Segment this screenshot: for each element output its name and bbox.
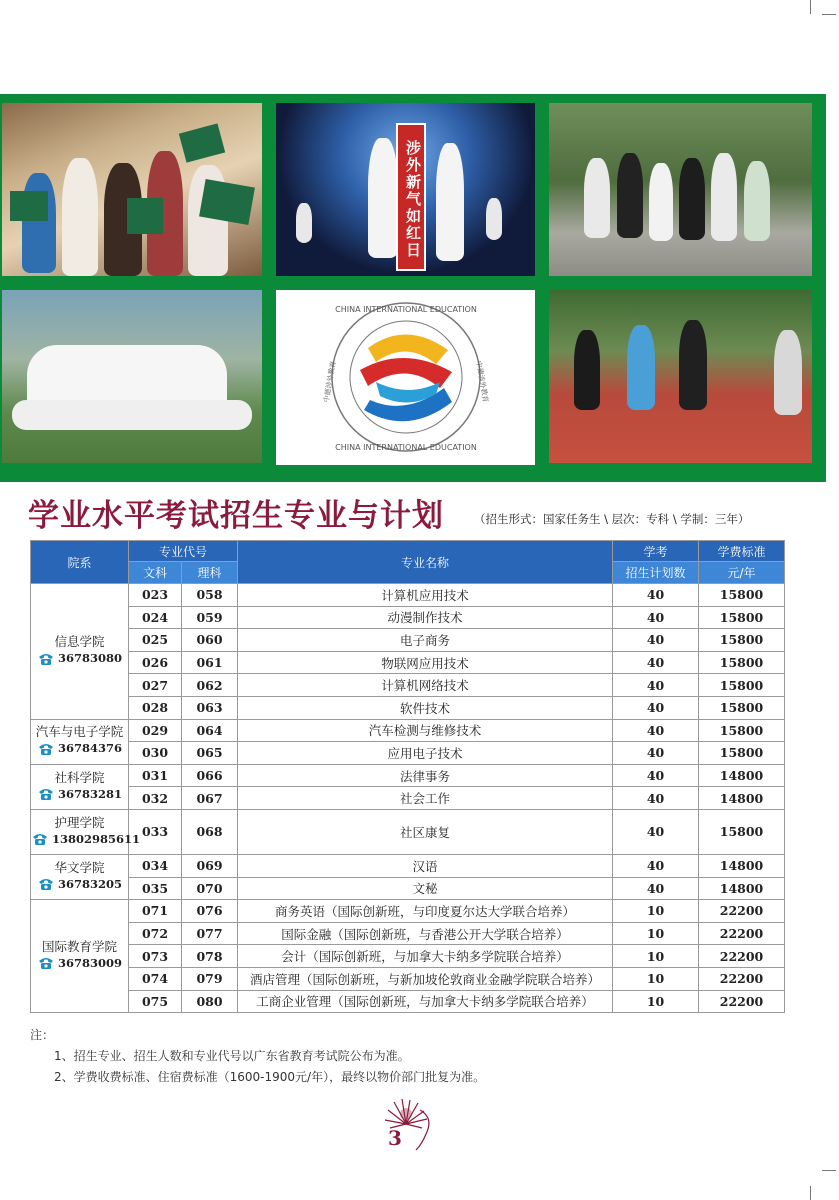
logo-ring-text-right: 中德涉外教育 [474, 360, 490, 404]
crop-mark [822, 1170, 836, 1171]
major-cell: 商务英语（国际创新班，与印度夏尔达大学联合培养） [238, 900, 613, 923]
fee-cell: 22200 [699, 967, 785, 990]
dept-cell [31, 854, 129, 899]
code-wen-cell: 032 [129, 787, 182, 810]
dept-name: 汽车与电子学院 [35, 724, 124, 740]
code-wen-cell: 030 [129, 742, 182, 765]
code-li-cell: 064 [182, 719, 238, 742]
plan-cell: 40 [613, 809, 699, 854]
photo-sprinters [549, 290, 812, 463]
plan-cell: 40 [613, 719, 699, 742]
table-row [31, 787, 785, 810]
telephone-icon [37, 956, 55, 970]
fee-cell: 22200 [699, 945, 785, 968]
dept-phone [31, 831, 140, 848]
fee-cell: 22200 [699, 922, 785, 945]
code-li-cell: 063 [182, 696, 238, 719]
code-li-cell: 060 [182, 629, 238, 652]
code-wen-cell: 075 [129, 990, 182, 1013]
table-row [31, 629, 785, 652]
fee-cell: 22200 [699, 990, 785, 1013]
dept-name: 信息学院 [54, 634, 105, 650]
code-wen-cell: 027 [129, 674, 182, 697]
dept-phone [37, 786, 122, 803]
red-banner: 涉外新气如红日 [396, 123, 426, 271]
dept-name: 华文学院 [54, 859, 105, 875]
major-cell: 应用电子技术 [238, 742, 613, 765]
code-wen-cell: 023 [129, 584, 182, 607]
dept-phone [37, 740, 122, 757]
header-exam: 学考 [613, 541, 699, 562]
code-li-cell: 076 [182, 900, 238, 923]
code-wen-cell: 028 [129, 696, 182, 719]
telephone-icon [37, 652, 55, 666]
notes-label: 注： [30, 1028, 55, 1042]
header-fee: 学费标准 [699, 541, 785, 562]
notes [30, 1025, 485, 1088]
table-row [31, 877, 785, 900]
major-cell: 动漫制作技术 [238, 606, 613, 629]
code-li-cell: 077 [182, 922, 238, 945]
plan-cell: 40 [613, 629, 699, 652]
header-plan: 招生计划数 [613, 562, 699, 584]
fee-cell: 14800 [699, 854, 785, 877]
photo-taekwondo-team [2, 290, 262, 463]
dept-cell [31, 764, 129, 809]
header-major: 专业名称 [238, 541, 613, 584]
fee-cell: 15800 [699, 584, 785, 607]
dept-cell [31, 719, 129, 764]
table-row [31, 990, 785, 1013]
dept-phone-number: 13802985611 [52, 831, 141, 846]
major-cell: 工商企业管理（国际创新班，与加拿大卡纳多学院联合培养） [238, 990, 613, 1013]
major-cell: 汉语 [238, 854, 613, 877]
table-row [31, 945, 785, 968]
code-wen-cell: 024 [129, 606, 182, 629]
fee-cell: 15800 [699, 809, 785, 854]
dept-name: 护理学院 [54, 814, 105, 830]
table-row [31, 742, 785, 765]
plan-cell: 40 [613, 764, 699, 787]
telephone-icon [37, 787, 55, 801]
dept-phone-number: 36783080 [57, 651, 122, 666]
dept-name: 国际教育学院 [41, 938, 117, 954]
fee-cell: 14800 [699, 877, 785, 900]
table-body [31, 584, 785, 1013]
dept-cell [31, 809, 141, 854]
crop-mark [822, 14, 836, 15]
table-row [31, 651, 785, 674]
telephone-icon [37, 742, 55, 756]
plan-cell: 40 [613, 696, 699, 719]
table-row [31, 854, 785, 877]
code-li-cell: 080 [182, 990, 238, 1013]
code-wen-cell: 034 [129, 854, 182, 877]
major-cell: 计算机网络技术 [238, 674, 613, 697]
plan-cell: 10 [613, 967, 699, 990]
plan-cell: 40 [613, 651, 699, 674]
plan-cell: 40 [613, 742, 699, 765]
code-li-cell: 079 [182, 967, 238, 990]
plan-cell: 10 [613, 900, 699, 923]
logo-panel [276, 290, 535, 465]
fee-cell: 15800 [699, 629, 785, 652]
crop-mark [810, 0, 811, 14]
table-row [31, 922, 785, 945]
logo-ring-text-bottom: CHINA INTERNATIONAL EDUCATION [335, 443, 477, 452]
fee-cell: 15800 [699, 696, 785, 719]
code-wen-cell: 035 [129, 877, 182, 900]
major-cell: 社区康复 [238, 809, 613, 854]
code-li-cell: 069 [182, 854, 238, 877]
plan-cell: 40 [613, 606, 699, 629]
page-subtitle: （招生形式：国家任务生 \ 层次：专科 \ 学制：三年） [474, 512, 750, 526]
code-wen-cell: 033 [129, 809, 182, 854]
school-logo [276, 290, 535, 465]
telephone-icon [37, 877, 55, 891]
code-wen-cell: 073 [129, 945, 182, 968]
major-cell: 社会工作 [238, 787, 613, 810]
code-wen-cell: 072 [129, 922, 182, 945]
enrollment-table [30, 540, 785, 1013]
plan-cell: 40 [613, 854, 699, 877]
code-li-cell: 058 [182, 584, 238, 607]
table-row [31, 900, 785, 923]
header-dept: 院系 [31, 541, 129, 584]
table-row [31, 606, 785, 629]
table-row [31, 584, 785, 607]
code-li-cell: 061 [182, 651, 238, 674]
dept-phone-number: 36783009 [57, 955, 122, 970]
dept-name: 社科学院 [54, 769, 105, 785]
dept-phone [37, 650, 122, 667]
code-wen-cell: 025 [129, 629, 182, 652]
telephone-icon [31, 832, 49, 846]
plan-cell: 40 [613, 674, 699, 697]
page-title: 学业水平考试招生专业与计划 [28, 498, 444, 534]
major-cell: 酒店管理（国际创新班，与新加坡伦敦商业金融学院联合培养） [238, 967, 613, 990]
photo-graduates [2, 103, 262, 276]
code-li-cell: 068 [182, 809, 238, 854]
code-li-cell: 067 [182, 787, 238, 810]
header-code: 专业代号 [129, 541, 238, 562]
code-li-cell: 078 [182, 945, 238, 968]
page-number: 3 [388, 1126, 402, 1150]
dept-phone-number: 36784376 [57, 741, 122, 756]
header-code-wen: 文科 [129, 562, 182, 584]
plan-cell: 40 [613, 877, 699, 900]
fee-cell: 15800 [699, 651, 785, 674]
code-wen-cell: 031 [129, 764, 182, 787]
plan-cell: 40 [613, 584, 699, 607]
code-wen-cell: 029 [129, 719, 182, 742]
major-cell: 物联网应用技术 [238, 651, 613, 674]
major-cell: 计算机应用技术 [238, 584, 613, 607]
major-cell: 软件技术 [238, 696, 613, 719]
note-item: 1、招生专业、招生人数和专业代号以广东省教育考试院公布为准。 [54, 1049, 410, 1063]
photo-students-outdoor [549, 103, 812, 276]
dept-phone [37, 955, 122, 972]
table-row [31, 764, 785, 787]
code-li-cell: 065 [182, 742, 238, 765]
code-wen-cell: 026 [129, 651, 182, 674]
code-li-cell: 070 [182, 877, 238, 900]
code-wen-cell: 071 [129, 900, 182, 923]
dept-cell [31, 584, 129, 720]
table-row [31, 809, 785, 854]
major-cell: 国际金融（国际创新班，与香港公开大学联合培养） [238, 922, 613, 945]
plan-cell: 10 [613, 945, 699, 968]
fee-cell: 15800 [699, 719, 785, 742]
header-fee-unit: 元/年 [699, 562, 785, 584]
table-row [31, 719, 785, 742]
plan-cell: 10 [613, 922, 699, 945]
major-cell: 汽车检测与维修技术 [238, 719, 613, 742]
fee-cell: 15800 [699, 674, 785, 697]
fee-cell: 15800 [699, 742, 785, 765]
dept-phone-number: 36783281 [57, 786, 122, 801]
fee-cell: 22200 [699, 900, 785, 923]
fee-cell: 14800 [699, 764, 785, 787]
crop-mark [810, 1186, 811, 1200]
major-cell: 文秘 [238, 877, 613, 900]
major-cell: 会计（国际创新班，与加拿大卡纳多学院联合培养） [238, 945, 613, 968]
logo-ring-text-left: 中德涉外教育 [322, 360, 338, 404]
code-li-cell: 062 [182, 674, 238, 697]
table-row [31, 967, 785, 990]
major-cell: 电子商务 [238, 629, 613, 652]
plan-cell: 40 [613, 787, 699, 810]
code-wen-cell: 074 [129, 967, 182, 990]
fee-cell: 14800 [699, 787, 785, 810]
note-item: 2、学费收费标准、住宿费标准（1600-1900元/年），最终以物价部门批复为准。 [54, 1070, 486, 1084]
table-row [31, 696, 785, 719]
plan-cell: 10 [613, 990, 699, 1013]
dept-cell [31, 900, 129, 1013]
code-li-cell: 059 [182, 606, 238, 629]
dept-phone [37, 876, 122, 893]
dept-phone-number: 36783205 [57, 876, 122, 891]
fee-cell: 15800 [699, 606, 785, 629]
header-code-li: 理科 [182, 562, 238, 584]
code-li-cell: 066 [182, 764, 238, 787]
table-row [31, 674, 785, 697]
logo-ring-text-top: CHINA INTERNATIONAL EDUCATION [335, 305, 477, 314]
photo-taekwondo-stage [276, 103, 535, 276]
major-cell: 法律事务 [238, 764, 613, 787]
